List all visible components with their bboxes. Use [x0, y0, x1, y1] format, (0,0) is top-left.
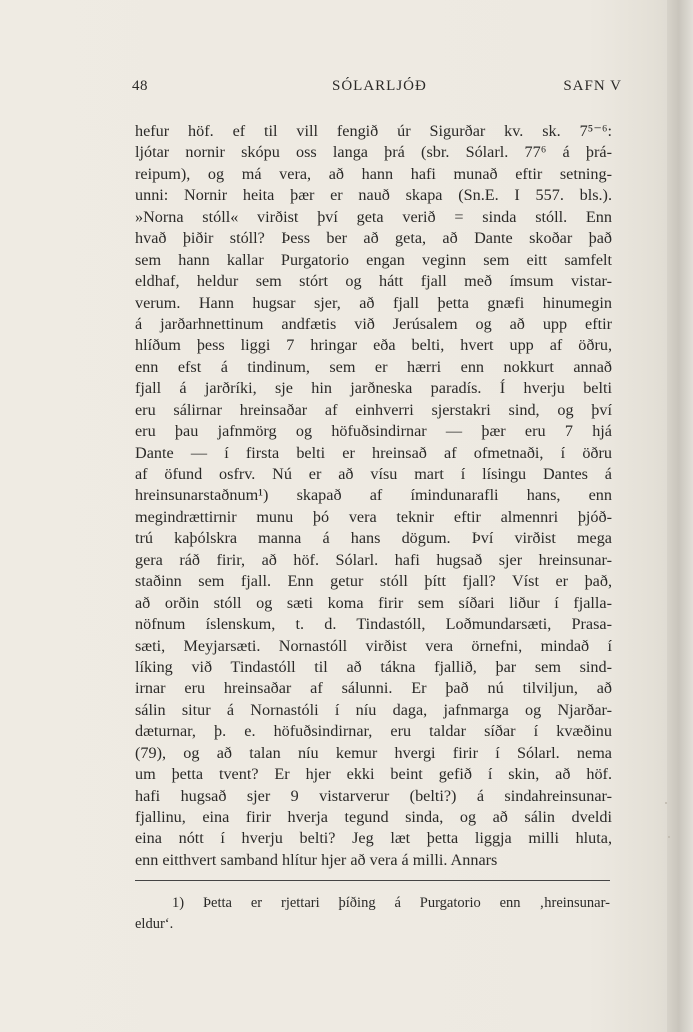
text-line: sem hann kallar Purgatorio engan veginn sem eitt samfelt [135, 250, 612, 269]
text-line: hefur höf. ef til vill fengið úr Sigurðar kv. sk. 7⁵⁻⁶: [135, 122, 612, 140]
text-line: sæti, Meyjarsæti. Nornastóll virðist vera örnefni, mindað í [135, 636, 612, 655]
text-line: »Norna stóll« virðist því geta verið = sinda stóll. Enn [135, 207, 612, 226]
paper-speck [665, 802, 667, 804]
text-line: trú kaþólskra manna á hans dögum. Því virðist mega [135, 529, 612, 548]
text-line: hafi hugsað sjer 9 vistarverur (belti?) á sindahreinsunar- [135, 786, 612, 805]
text-line: verum. Hann hugsar sjer, að fjall þetta gnæfi hinumegin [135, 293, 612, 312]
text-line: nöfnum íslenskum, t. d. Tindastóll, Loðmundarsæti, Prasa- [135, 615, 612, 634]
page-number: 48 [132, 78, 148, 94]
text-line: irnar eru hreinsaðar af sálunni. Er það nú tilviljun, að [135, 679, 612, 698]
text-line: eldhaf, heldur sem stórt og hátt fjall með ímsum vistar- [135, 272, 612, 291]
text-line: eina nótt í hverju belti? Jeg læt þetta liggja milli hluta, [135, 829, 612, 848]
text-line: fjallinu, eina firir hverja tegund sinda, og að sálin dveldi [135, 808, 612, 826]
text-line: megindrættirnir munu þó vera teknir eftir almennri þjóð- [135, 507, 612, 526]
text-line: dæturnar, þ. e. höfuðsindirnar, eru taldar síðar í kvæðinu [135, 722, 612, 741]
text-line: á jarðarhnettinum andfætis við Jerúsalem og að upp eftir [135, 314, 612, 333]
text-line: Dante — í firsta belti er hreinsað af ofmetnaði, í öðru [135, 443, 612, 462]
text-line: gera ráð firir, að höf. Sólarl. hafi hugsað sjer hreinsunar- [135, 550, 612, 569]
running-title: SÓLARLJÓÐ [332, 78, 427, 94]
text-line: um þetta tvent? Er hjer ekki beint gefið í skin, að höf. [135, 765, 612, 784]
text-line: enn eitthvert samband hlítur hjer að vera á milli. Annars [135, 850, 498, 869]
text-line: að orðin stóll og sæti koma firir sem síðari liður í fjalla- [135, 593, 612, 612]
text-line: sálin situr á Nornastóli í níu daga, jafnmarga og Njarðar- [135, 700, 612, 719]
text-line: enn efst á tindinum, sem er hærri enn nokkurt annað [135, 357, 612, 376]
book-spine-shadow [667, 0, 693, 1032]
text-line: eru sálirnar hreinsaðar af einhverri sjerstakri sind, og því [135, 400, 612, 419]
text-line: fjall á jarðríki, sje hin jarðneska paradís. Í hverju belti [135, 379, 612, 398]
text-line: af öfund osfrv. Nú er að vísu mart í lísingu Dantes á [135, 465, 612, 483]
text-line: hlíðum þess liggi 7 hringar eða belti, hvert upp af öðru, [135, 336, 612, 355]
text-line: (79), og að talan níu kemur hvergi firir í Sólarl. nema [135, 743, 612, 762]
text-line: líking við Tindastóll til að tákna fjallið, þar sem sind- [135, 657, 612, 676]
footnote-line: 1) Þetta er rjettari þíðing á Purgatorio enn ‚hreinsunar- [172, 895, 610, 911]
text-line: unni: Nornir heita þær er nauð skapa (Sn.E. I 557. bls.). [135, 186, 612, 205]
footnote [135, 893, 610, 935]
text-line: hvað þiðir stóll? Þess ber að geta, að Dante skoðar það [135, 229, 612, 248]
section-label: SAFN V [563, 78, 622, 94]
text-line: staðinn sem fjall. Enn getur stóll þítt fjall? Víst er það, [135, 572, 612, 591]
main-text [135, 121, 612, 871]
footnote-rule [135, 880, 610, 881]
text-line: eru þau jafnmörg og höfuðsindirnar — þær eru 7 hjá [135, 422, 612, 441]
footnote-line: eldur‘. [135, 916, 174, 932]
text-line: hreinsunarstaðnum¹) skapað af ímindunarafli hans, enn [135, 486, 612, 505]
paper-speck [668, 836, 670, 838]
text-line: ljótar nornir skópu oss langa þrá (sbr. Sólarl. 77⁶ á þrá- [135, 143, 612, 162]
running-header [132, 78, 622, 100]
text-line: reipum), og má vera, að hann hafi munað eftir setning- [135, 164, 612, 183]
